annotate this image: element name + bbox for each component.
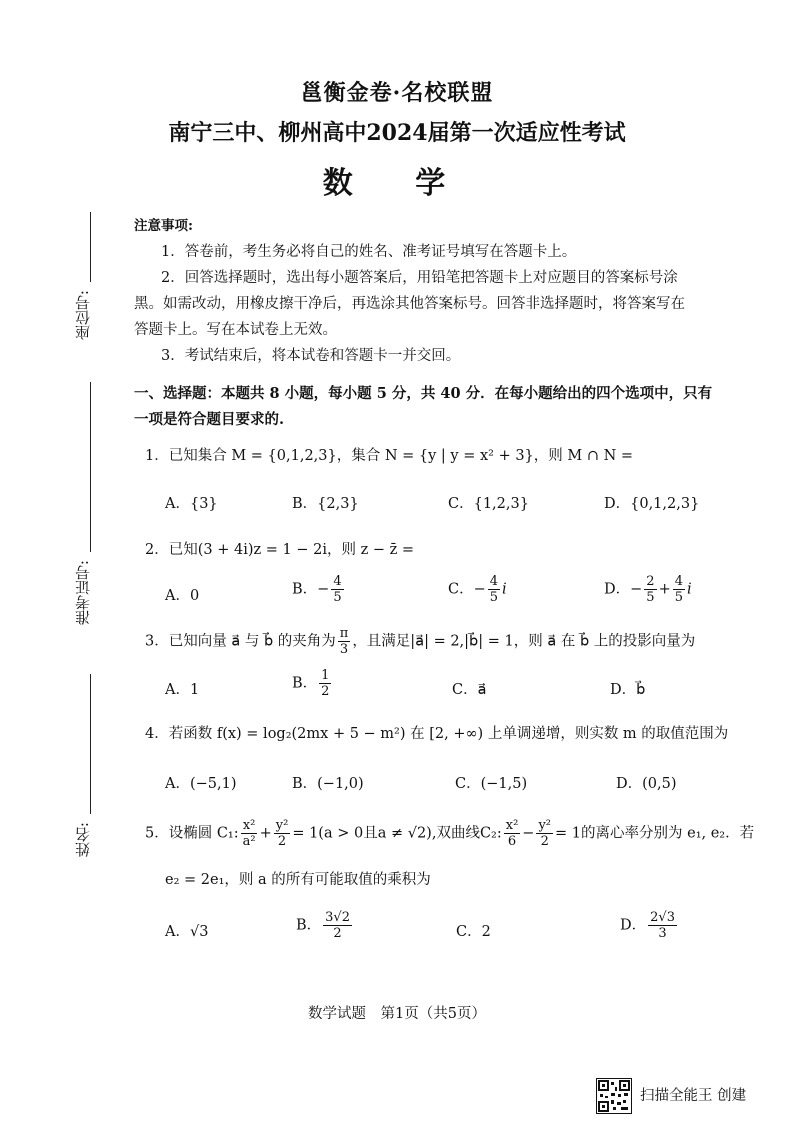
section-heading-cont: 一项是符合题目要求的. [134, 411, 285, 428]
q3-option-a: A．1 [165, 682, 200, 698]
section-heading: 一、选择题：本题共 8 小题，每小题 5 分，共 40 分．在每小题给出的四个选项中，只有 [134, 385, 713, 402]
notice-item-2-cont: 黑。如需改动，用橡皮擦干净后，再选涂其他答案标号。回答非选择题时，将答案写在 [134, 296, 685, 312]
admission-blank-line [90, 382, 92, 552]
notice-item-3: 3．考试结束后，将本试卷和答题卡一并交回。 [161, 348, 461, 364]
q3-stem: 3．已知向量 a⃗ 与 b⃗ 的夹角为 $\frac{\pi}{3}$ ，且满足|a⃗| = 2,|b⃗| = 1，则 a⃗ 在 b⃗ 上的投影向量为 [145, 626, 696, 657]
q4-option-c: C．(−1,5) [455, 776, 528, 792]
exam-title: 南宁三中、柳州高中2024届第一次适应性考试 [168, 120, 626, 146]
page-footer: 数学试题 第1页（共5页） [308, 1006, 486, 1022]
q2-option-c: C．− $\frac{4}{5}$ i [448, 574, 507, 605]
q5-option-b: B． $\frac{3√2}{2}$ [296, 910, 350, 941]
q3-option-c: C．a⃗ [452, 682, 487, 698]
seat-blank-line [90, 212, 92, 282]
q5-stem: 5．设椭圆 C₁: $\frac{\text{x²}}{\text{a²}}$ + $\frac{\text{y²}}{2}$ = 1(a > 0且a ≠ √2),双曲线C₂: $\frac{\text{x²}}{6}$ − $\frac{\text{y²}}{2}$ = 1的离心率分别为 e₁, e₂．若 [145, 818, 755, 849]
subject-title: 数 学 [322, 166, 472, 201]
q4-stem: 4．若函数 f(x) = log₂(2mx + 5 − m²) 在 [2, +∞) 上单调递增，则实数 m 的取值范围为 [145, 726, 729, 742]
q5-stem-cont: e₂ = 2e₁，则 a 的所有可能取值的乘积为 [165, 872, 431, 888]
series-title: 邕衡金卷·名校联盟 [300, 80, 494, 106]
notice-title: 注意事项: [134, 218, 193, 234]
q5-option-d: D． $\frac{2√3}{3}$ [620, 910, 675, 941]
q1-option-b: B．{2,3} [292, 496, 359, 512]
qr-code-icon [596, 1078, 632, 1114]
seat-label: 座位号: [74, 290, 92, 341]
q1-option-c: C．{1,2,3} [448, 496, 529, 512]
scanner-watermark: 扫描全能王 创建 [640, 1088, 747, 1104]
q5-option-a: A．√3 [165, 924, 209, 940]
q5-option-c: C．2 [456, 924, 491, 940]
admission-label: 准考证号: [74, 560, 92, 626]
notice-item-2-end: 答题卡上。写在本试卷上无效。 [134, 322, 337, 338]
notice-item-1: 1．答卷前，考生务必将自己的姓名、准考证号填写在答题卡上。 [161, 244, 577, 260]
q1-option-d: D．{0,1,2,3} [604, 496, 700, 512]
q4-option-b: B．(−1,0) [292, 776, 364, 792]
q3-option-d: D．b⃗ [610, 682, 646, 698]
q3-option-b: B． $\frac{1}{2}$ [292, 668, 330, 699]
q2-option-a: A．0 [165, 588, 200, 604]
q1-stem: 1．已知集合 M = {0,1,2,3}，集合 N = {y | y = x² + 3}，则 M ∩ N = [145, 448, 634, 464]
q4-option-d: D．(0,5) [616, 776, 677, 792]
q4-option-a: A．(−5,1) [165, 776, 237, 792]
q2-option-d: D．− $\frac{2}{5}$ + $\frac{4}{5}$ i [604, 574, 692, 605]
q2-stem: 2．已知(3 + 4i)z = 1 − 2i，则 z − z̄ = [145, 542, 414, 558]
q1-option-a: A．{3} [165, 496, 218, 512]
name-blank-line [90, 674, 92, 814]
name-label: 姓名: [74, 822, 92, 858]
q2-option-b: B．− $\frac{4}{5}$ [292, 574, 342, 605]
notice-item-2: 2．回答选择题时，选出每小题答案后，用铅笔把答题卡上对应题目的答案标号涂 [161, 270, 678, 286]
